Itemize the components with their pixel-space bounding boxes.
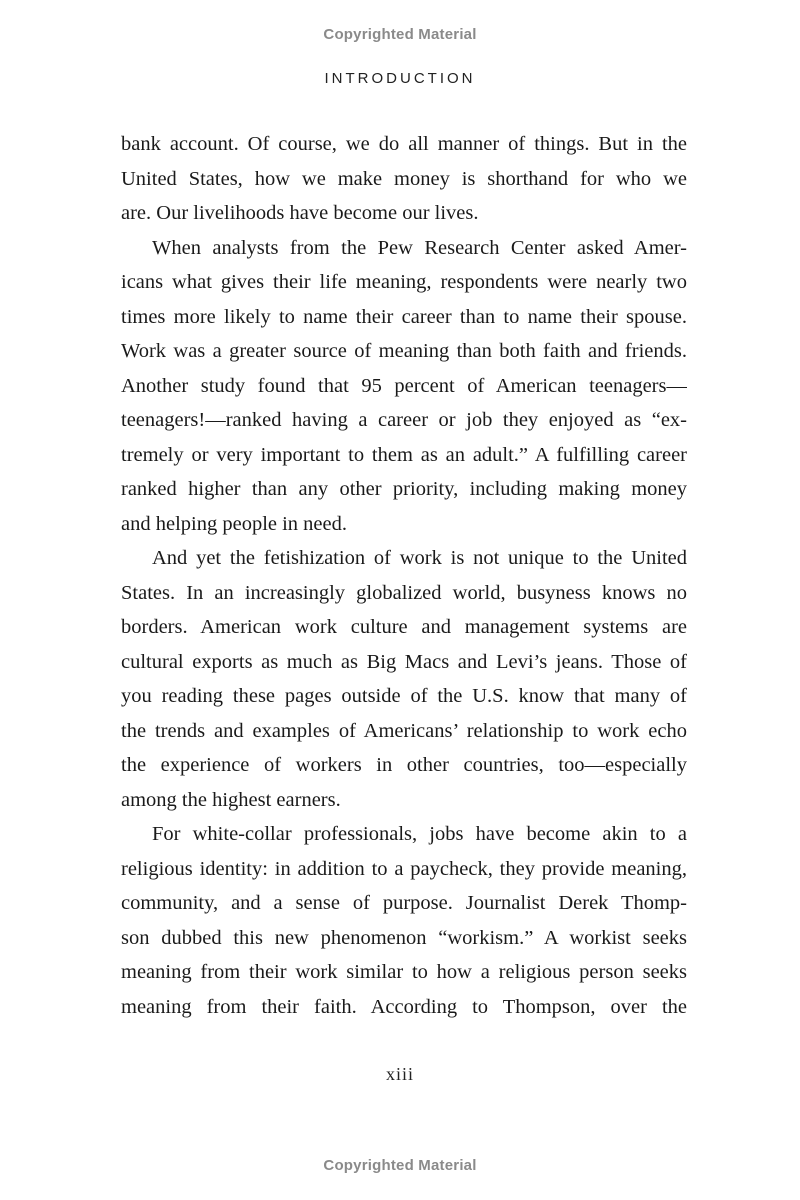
page-number: xiii <box>385 1064 414 1084</box>
text-line: son dubbed this new phenomenon “workism.” A workist seeks <box>121 926 687 949</box>
text-line: meaning from their faith. According to Thompson, over the <box>121 995 687 1018</box>
text-line: you reading these pages outside of the U.S. know that many of <box>121 685 687 707</box>
copyright-watermark-bottom: Copyrighted Material <box>323 1157 477 1174</box>
text-line: borders. American work culture and management systems are <box>121 616 687 638</box>
text-line: meaning from their work similar to how a religious person seeks <box>121 961 687 983</box>
page-body-text <box>121 127 687 1024</box>
text-line: States. In an increasingly globalized world, busyness knows no <box>121 581 687 604</box>
text-line: For white-collar professionals, jobs have become akin to a <box>152 823 687 845</box>
running-head: INTRODUCTION <box>324 70 476 87</box>
text-line: Another study found that 95 percent of American teenagers— <box>121 374 687 397</box>
text-line: teenagers!—ranked having a career or job they enjoyed as “ex- <box>121 409 687 431</box>
text-line: bank account. Of course, we do all manner of things. But in the <box>121 133 687 155</box>
text-line: United States, how we make money is shorthand for who we <box>121 167 687 190</box>
text-line: the trends and examples of Americans’ relationship to work echo <box>121 719 687 742</box>
text-line: religious identity: in addition to a paycheck, they provide meaning, <box>121 857 687 880</box>
text-line: the experience of workers in other countries, too—especially <box>121 754 687 776</box>
text-line: among the highest earners. <box>121 788 341 811</box>
copyright-watermark-top: Copyrighted Material <box>323 26 477 43</box>
text-line: ranked higher than any other priority, including making money <box>121 478 687 500</box>
text-line: are. Our livelihoods have become our lives. <box>121 202 479 224</box>
text-line: And yet the fetishization of work is not unique to the United <box>152 547 687 569</box>
text-line: community, and a sense of purpose. Journalist Derek Thomp- <box>121 892 687 914</box>
text-line: tremely or very important to them as an adult.” A fulfilling career <box>121 443 687 466</box>
text-line: Work was a greater source of meaning than both faith and friends. <box>121 340 687 362</box>
text-line: times more likely to name their career than to name their spouse. <box>121 305 687 328</box>
text-line: icans what gives their life meaning, respondents were nearly two <box>121 271 687 293</box>
text-line: and helping people in need. <box>121 512 348 535</box>
text-line: When analysts from the Pew Research Center asked Amer- <box>152 236 687 259</box>
text-line: cultural exports as much as Big Macs and Levi’s jeans. Those of <box>121 650 687 673</box>
